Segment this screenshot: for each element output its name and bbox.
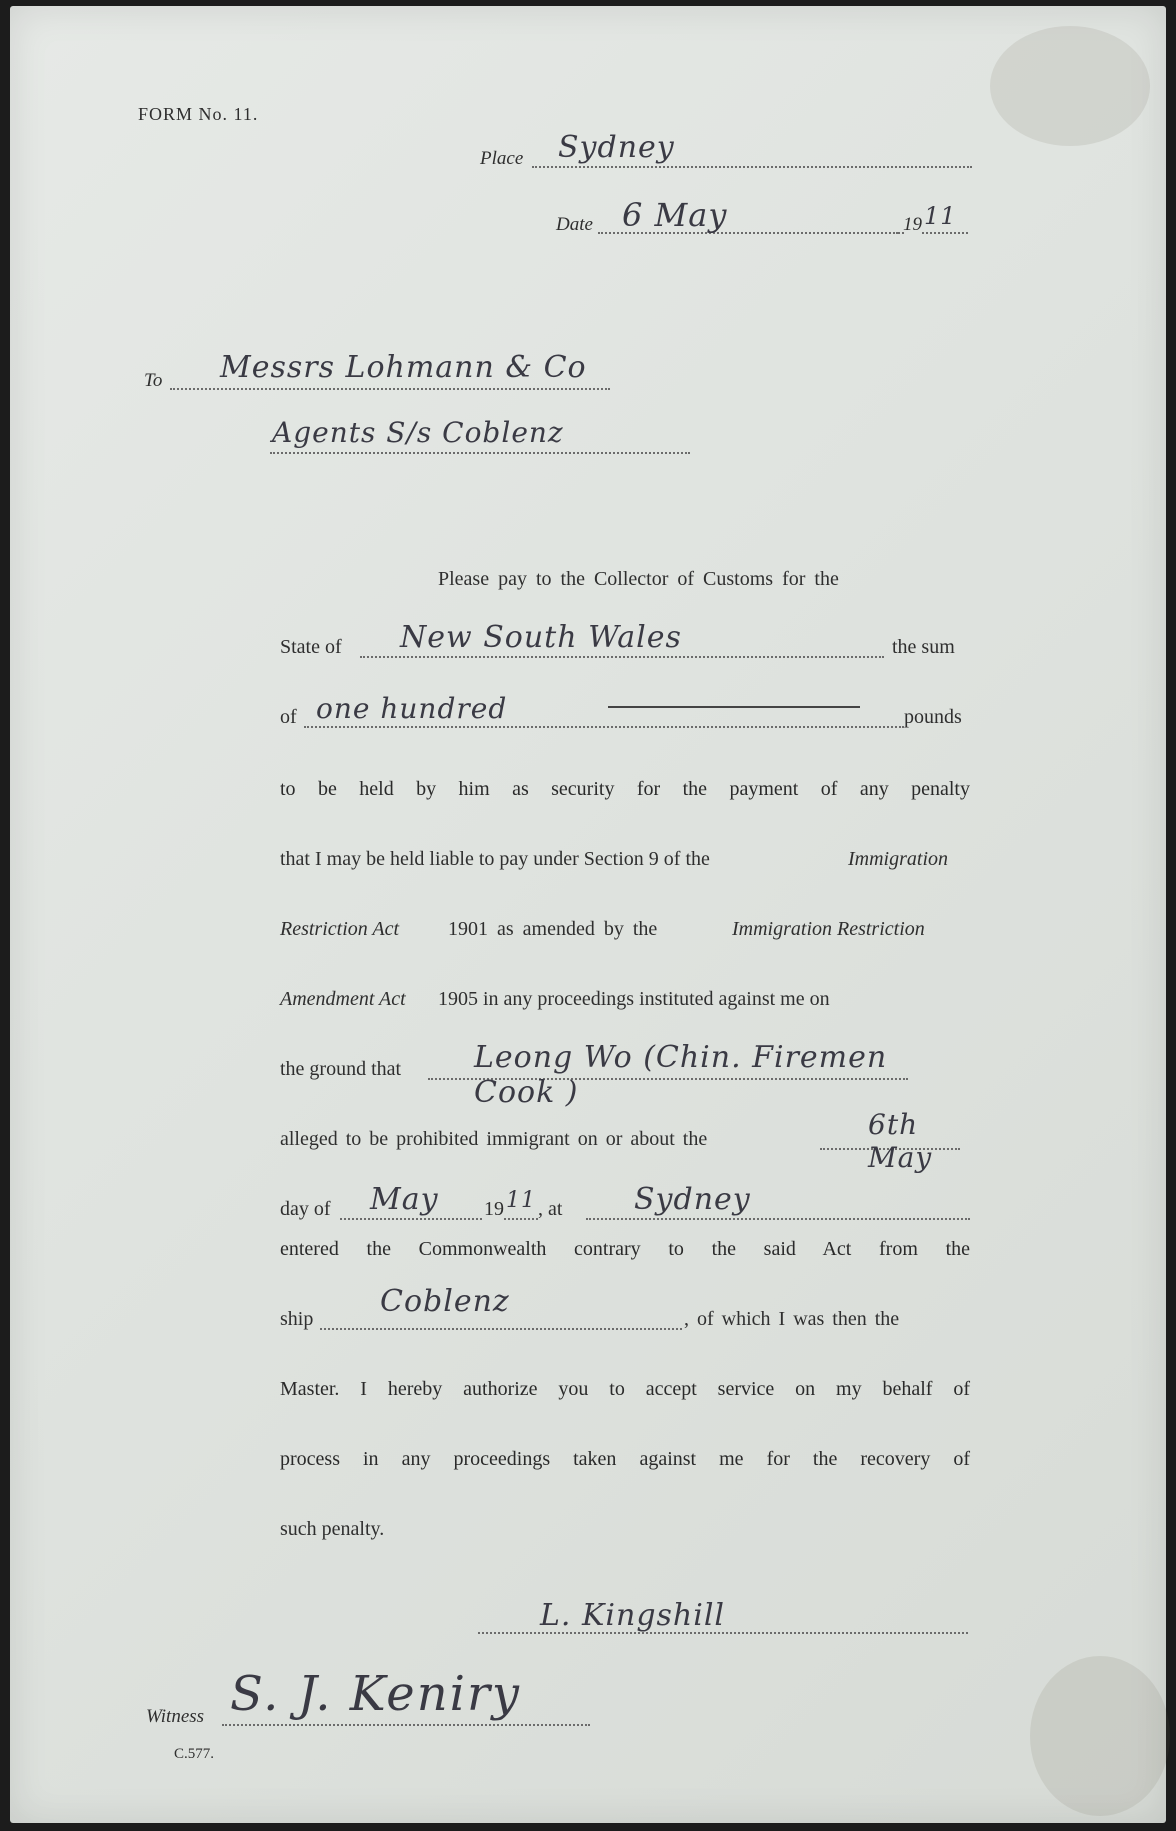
year-prefix: 19: [484, 1198, 504, 1220]
year-dots: [504, 1218, 538, 1220]
master-signature: L. Kingshill: [540, 1598, 726, 1633]
to-line-2: Agents S/s Coblenz: [272, 416, 564, 449]
ship-value: Coblenz: [380, 1284, 510, 1319]
day-month-value: May: [370, 1182, 439, 1217]
act1-name: Immigration: [848, 848, 948, 870]
at-value: Sydney: [634, 1182, 751, 1217]
date-label: Date: [556, 214, 593, 235]
date-day-month: 6 May: [622, 196, 728, 234]
to-line-1: Messrs Lohmann & Co: [220, 350, 587, 385]
to-dots-2: [270, 452, 690, 454]
witness-dots: [222, 1724, 590, 1726]
place-label: Place: [480, 148, 524, 169]
act1-cont: Restriction Act: [280, 918, 400, 940]
ground-line: [280, 1040, 970, 1110]
state-line: [280, 620, 970, 676]
penalty-line: such penalty.: [280, 1518, 385, 1540]
state-dots: [360, 656, 884, 658]
date-year-printed: 19: [903, 214, 922, 235]
alleged-line: [280, 1108, 970, 1174]
of-label: of: [280, 706, 297, 728]
date-dots-3: [922, 232, 968, 234]
state-label: State of: [280, 636, 342, 658]
witness-signature: S. J. Keniry: [230, 1666, 522, 1722]
at-dots: [586, 1218, 970, 1220]
master-line: Master. I hereby authorize you to accept service on my behalf of: [280, 1378, 970, 1400]
liable-text: that I may be held liable to pay under Section 9 of the: [280, 848, 710, 870]
entered-line: entered the Commonwealth contrary to the said Act from the: [280, 1238, 970, 1260]
ship-label: ship: [280, 1308, 314, 1330]
ground-value: Leong Wo (Chin. Firemen Cook ): [474, 1040, 888, 1110]
date-year-hand: 11: [924, 202, 957, 230]
place-dots: [532, 166, 972, 168]
act2-line: [280, 988, 970, 1028]
sum-line: [280, 692, 970, 746]
day-dots: [340, 1218, 482, 1220]
place-value: Sydney: [558, 130, 675, 165]
held-line: to be held by him as security for the payment of any penalty: [280, 778, 970, 800]
at-label: , at: [538, 1198, 563, 1220]
the-sum-label: the sum: [892, 636, 955, 658]
alleged-text: alleged to be prohibited immigrant on or about the: [280, 1128, 708, 1150]
state-value: New South Wales: [400, 620, 682, 655]
pounds-label: pounds: [904, 706, 962, 728]
form-number: FORM No. 11.: [138, 104, 259, 124]
form-page: [10, 6, 1166, 1823]
about-value: 6th May: [868, 1108, 933, 1174]
act2-name: Immigration Restriction: [732, 918, 925, 940]
to-label: To: [144, 370, 163, 391]
act1-year: 1901 as amended by the: [448, 918, 658, 940]
act2-cont: Amendment Act: [280, 988, 406, 1010]
sum-value: one hundred: [316, 692, 508, 725]
to-dots-1: [170, 388, 610, 390]
witness-label: Witness: [146, 1706, 205, 1727]
ship-line: [280, 1284, 970, 1348]
liable-line: [280, 848, 970, 888]
form-code: C.577.: [174, 1746, 215, 1762]
intro-line: Please pay to the Collector of Customs for the: [438, 568, 839, 590]
day-of-label: day of: [280, 1198, 331, 1220]
act2-year: 1905 in any proceedings instituted against me on: [438, 988, 830, 1010]
act1-line: [280, 918, 970, 958]
sum-dots: [304, 726, 904, 728]
ship-cont: , of which I was then the: [684, 1308, 900, 1330]
ground-label: the ground that: [280, 1058, 402, 1080]
day-line: [280, 1182, 970, 1238]
process-line: process in any proceedings taken against me for the recovery of: [280, 1448, 970, 1470]
sum-dash: [608, 706, 860, 708]
ship-dots: [320, 1328, 682, 1330]
year-hand: 11: [506, 1188, 536, 1213]
